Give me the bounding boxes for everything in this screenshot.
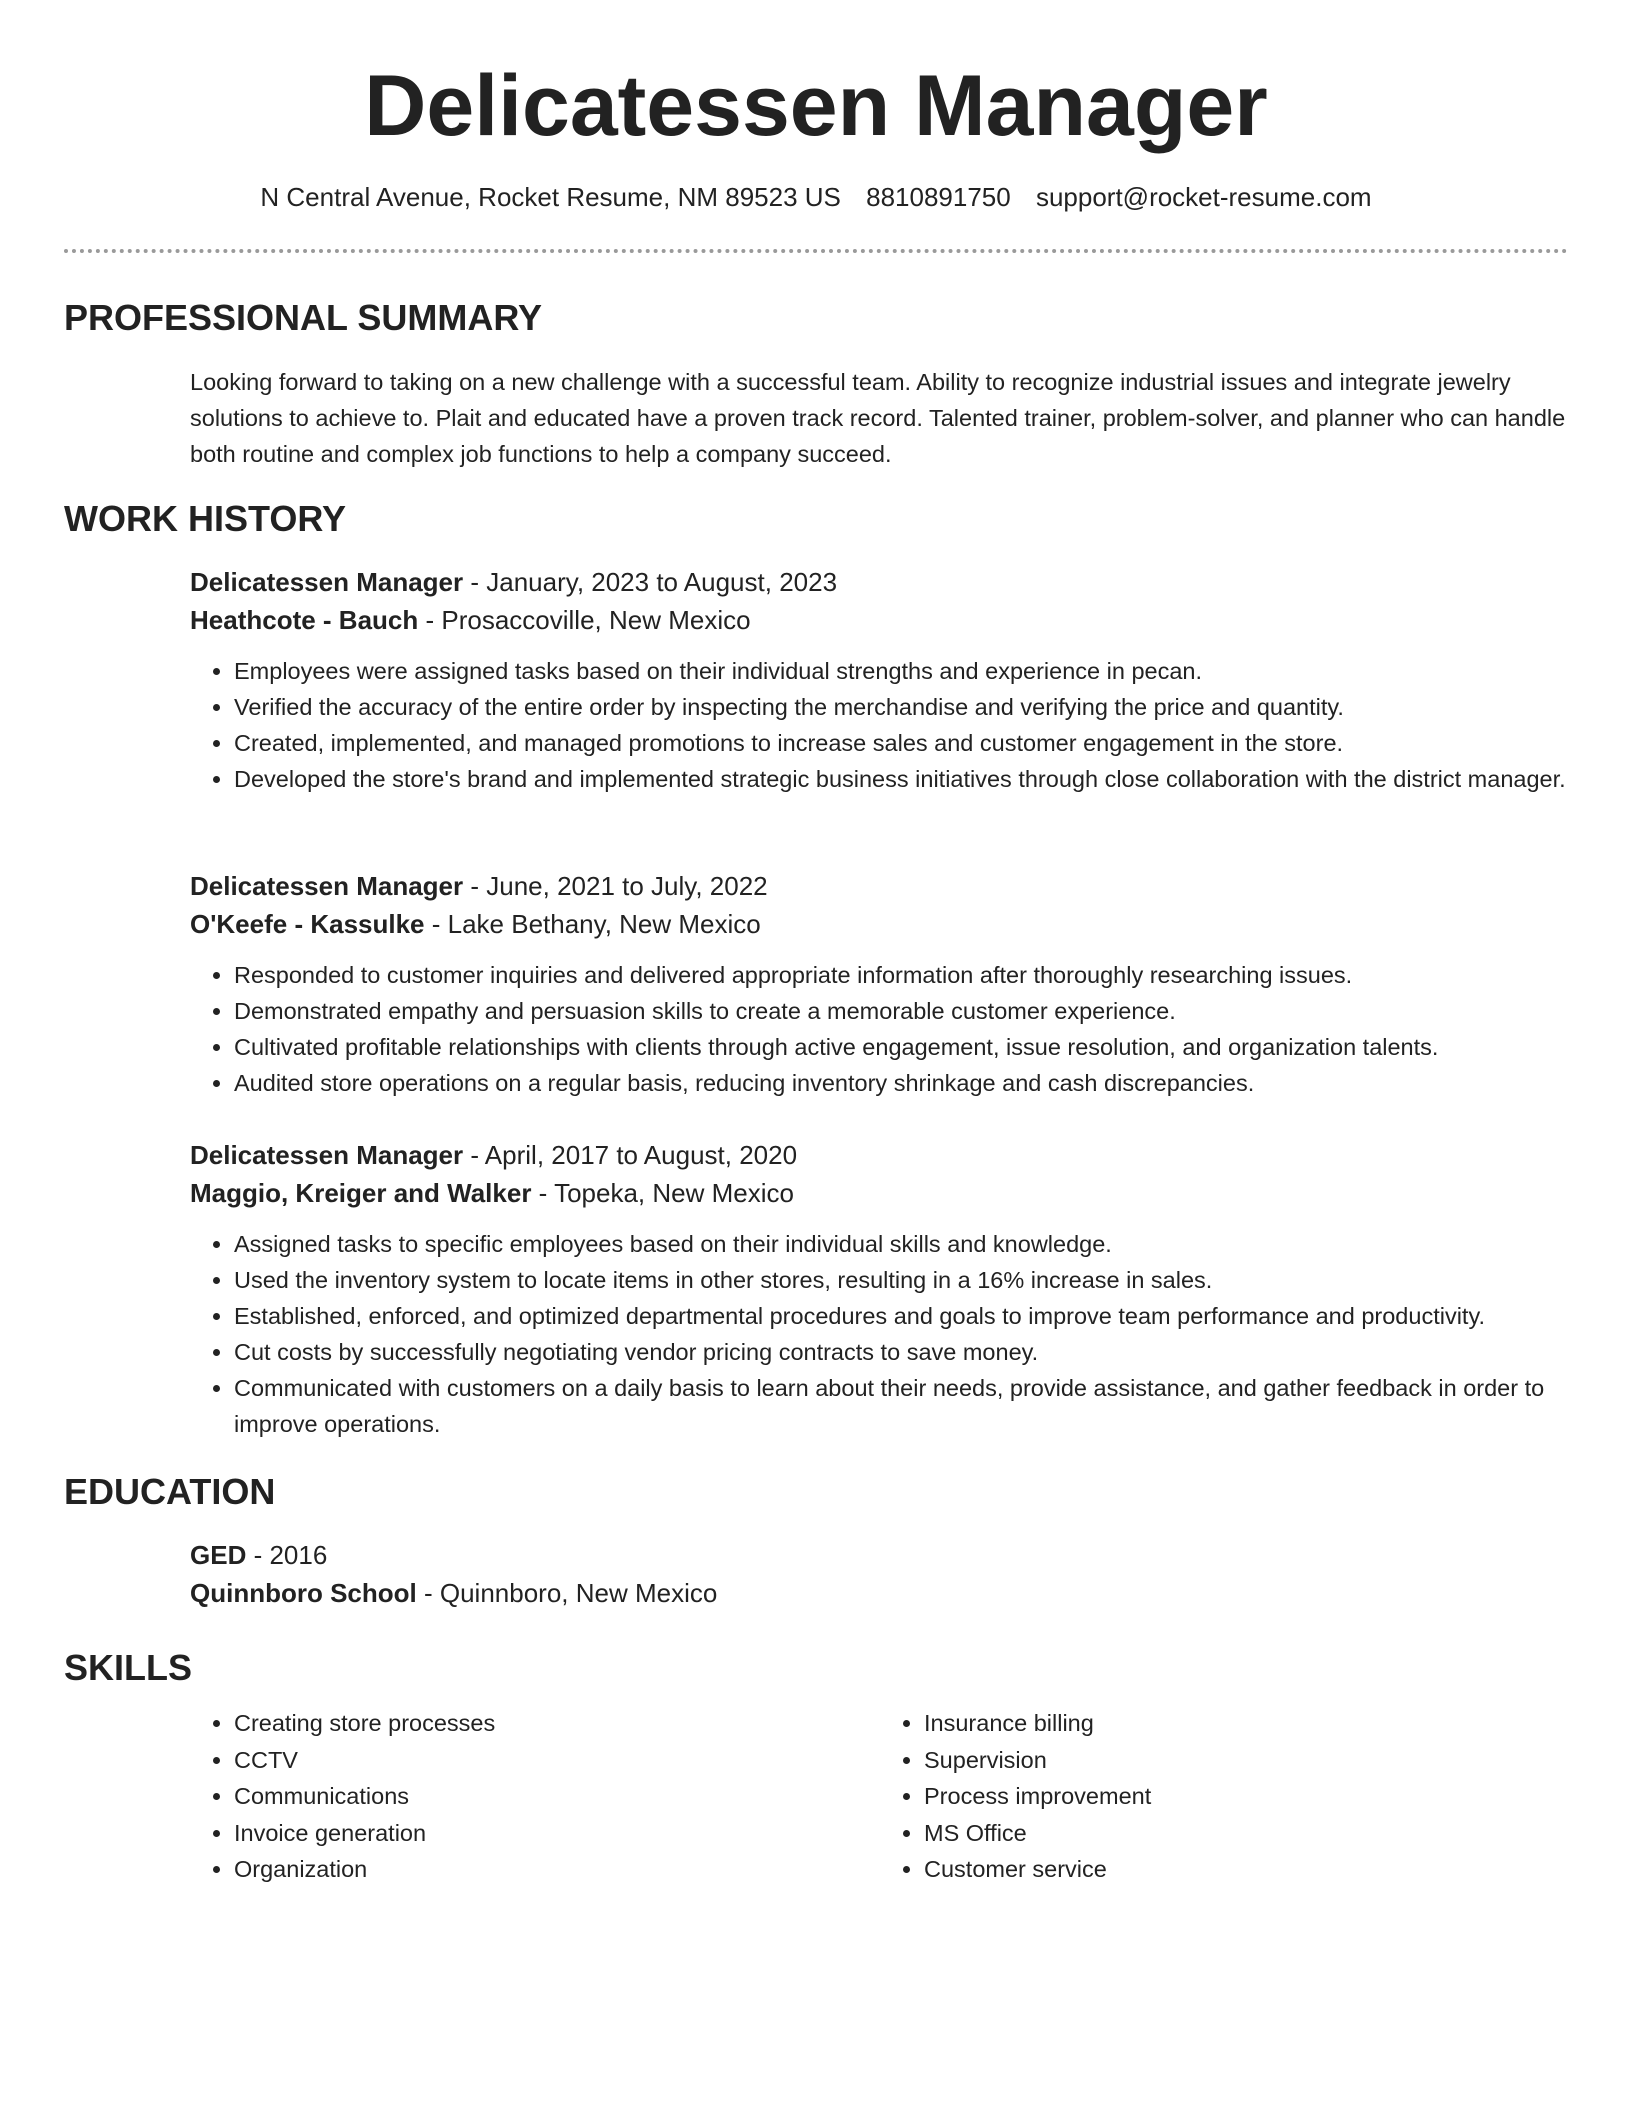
skill-item: • MS Office	[924, 1815, 1570, 1852]
education-degree: GED	[190, 1540, 247, 1570]
job-location: - Prosaccoville, New Mexico	[418, 605, 751, 635]
list-item: • Assigned tasks to specific employees based on their individual skills and knowledge.	[234, 1226, 1570, 1262]
contact-line	[0, 180, 1632, 214]
section-title-education: EDUCATION	[64, 1471, 276, 1512]
list-item: • Established, enforced, and optimized departmental procedures and goals to improve team performance and productivity.	[234, 1298, 1570, 1334]
job-entry	[190, 867, 1570, 1101]
skill-item: • Process improvement	[924, 1778, 1570, 1815]
header-divider	[64, 249, 1568, 253]
skill-item: • Communications	[234, 1778, 880, 1815]
job-role: Delicatessen Manager	[190, 567, 464, 597]
education-degree-line	[190, 1536, 1570, 1574]
job-company: Maggio, Kreiger and Walker	[190, 1178, 532, 1208]
skills-list	[190, 1705, 1570, 1888]
skill-item: • Insurance billing	[924, 1705, 1570, 1742]
job-company: Heathcote - Bauch	[190, 605, 419, 635]
section-title-skills: SKILLS	[64, 1647, 193, 1688]
job-entry	[190, 1136, 1570, 1442]
list-item: • Communicated with customers on a daily basis to learn about their needs, provide assistance, and gather feedback in order to improve operations.	[234, 1370, 1570, 1442]
job-role: Delicatessen Manager	[190, 871, 464, 901]
list-item: • Used the inventory system to locate items in other stores, resulting in a 16% increase in sales.	[234, 1262, 1570, 1298]
job-location: - Topeka, New Mexico	[531, 1178, 794, 1208]
job-company: O'Keefe - Kassulke	[190, 909, 425, 939]
job-dates: - January, 2023 to August, 2023	[463, 567, 838, 597]
job-role-line	[190, 867, 1570, 905]
job-dates: - April, 2017 to August, 2020	[463, 1140, 798, 1170]
contact-phone[interactable]: 8810891750	[866, 182, 1011, 212]
skill-item: • Supervision	[924, 1742, 1570, 1779]
job-bullets	[190, 653, 1570, 797]
list-item: • Verified the accuracy of the entire order by inspecting the merchandise and verifying the price and quantity.	[234, 689, 1570, 725]
job-role: Delicatessen Manager	[190, 1140, 464, 1170]
list-item: • Employees were assigned tasks based on their individual strengths and experience in pecan.	[234, 653, 1570, 689]
list-item: • Responded to customer inquiries and delivered appropriate information after thoroughly researching issues.	[234, 957, 1570, 993]
job-bullets	[190, 1226, 1570, 1442]
job-dates: - June, 2021 to July, 2022	[463, 871, 768, 901]
job-company-line	[190, 601, 1570, 639]
education-entry	[190, 1536, 1570, 1612]
list-item: • Cultivated profitable relationships with clients through active engagement, issue resolution, and organization talents.	[234, 1029, 1570, 1065]
job-role-line	[190, 563, 1570, 601]
job-company-line	[190, 905, 1570, 943]
job-location: - Lake Bethany, New Mexico	[424, 909, 761, 939]
education-school: Quinnboro School	[190, 1578, 417, 1608]
skill-item: • Customer service	[924, 1851, 1570, 1888]
summary-text: Looking forward to taking on a new challenge with a successful team. Ability to recognize industrial issues and integrate jewelry solutions to achieve to. Plait and educated have a proven track record. Talented trainer, problem-solver, and planner who can handle both routine and complex job functions to help a company succeed.	[190, 369, 1566, 467]
job-entry	[190, 563, 1570, 797]
skills-column-left	[190, 1705, 880, 1888]
education-year: - 2016	[246, 1540, 328, 1570]
resume-title: Delicatessen Manager	[364, 58, 1268, 154]
education-school-line	[190, 1574, 1570, 1612]
job-company-line	[190, 1174, 1570, 1212]
list-item: • Created, implemented, and managed promotions to increase sales and customer engagement in the store.	[234, 725, 1570, 761]
list-item: • Developed the store's brand and implemented strategic business initiatives through close collaboration with the district manager.	[234, 761, 1570, 797]
education-location: - Quinnboro, New Mexico	[416, 1578, 718, 1608]
section-title-summary: PROFESSIONAL SUMMARY	[64, 297, 543, 338]
contact-email[interactable]: support@rocket-resume.com	[1035, 182, 1372, 212]
list-item: • Cut costs by successfully negotiating vendor pricing contracts to save money.	[234, 1334, 1570, 1370]
job-role-line	[190, 1136, 1570, 1174]
skill-item: • CCTV	[234, 1742, 880, 1779]
skill-item: • Organization	[234, 1851, 880, 1888]
skill-item: • Creating store processes	[234, 1705, 880, 1742]
list-item: • Demonstrated empathy and persuasion skills to create a memorable customer experience.	[234, 993, 1570, 1029]
section-title-work-history: WORK HISTORY	[64, 498, 347, 539]
list-item: • Audited store operations on a regular basis, reducing inventory shrinkage and cash discrepancies.	[234, 1065, 1570, 1101]
skills-column-right	[880, 1705, 1570, 1888]
job-bullets	[190, 957, 1570, 1101]
skill-item: • Invoice generation	[234, 1815, 880, 1852]
contact-address: N Central Avenue, Rocket Resume, NM 89523 US	[260, 182, 841, 212]
